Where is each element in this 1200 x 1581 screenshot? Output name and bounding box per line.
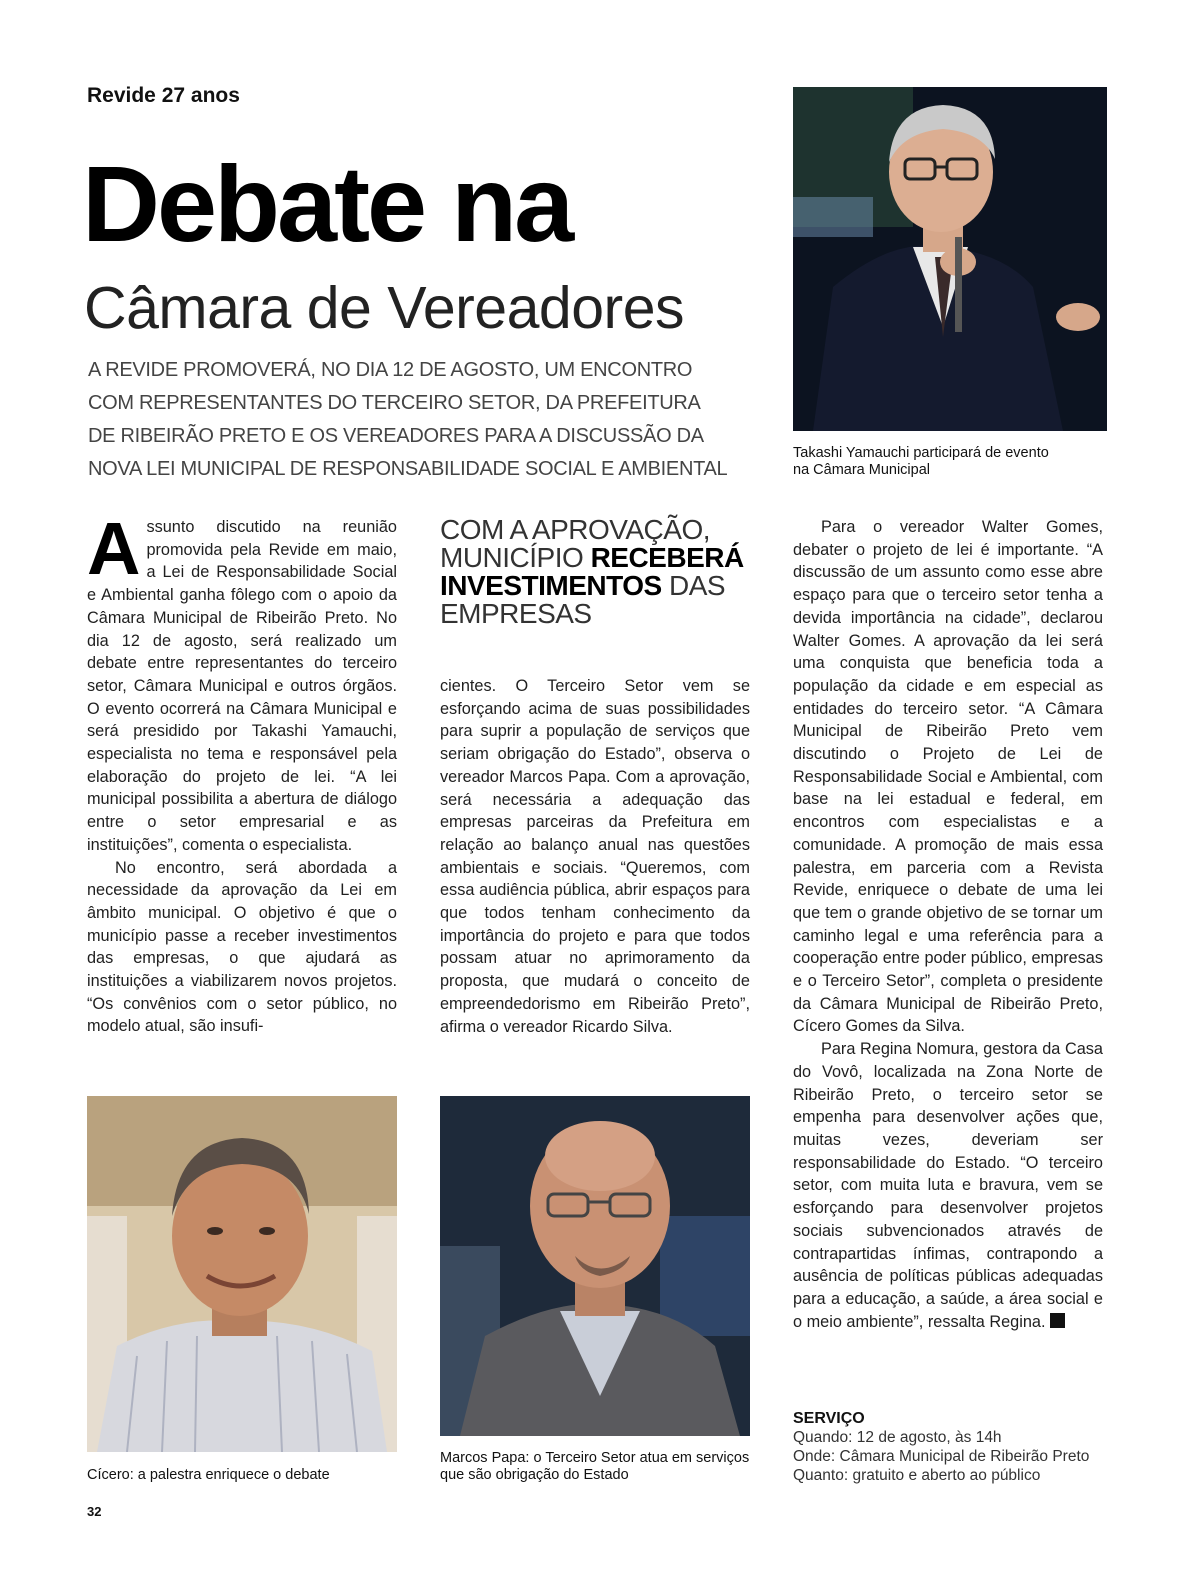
service-cost: Quanto: gratuito e aberto ao público [793,1467,1041,1484]
paragraph [793,1038,1103,1333]
photo-takashi-illustration [793,87,1107,431]
service-when: Quando: 12 de agosto, às 14h [793,1429,1002,1446]
article-column-2 [440,675,750,1038]
article-column-1 [87,507,397,1038]
lead-paragraph: A REVIDE PROMOVERÁ, NO DIA 12 DE AGOSTO, UM ENCONTRO COM REPRESENTANTES DO TERCEIRO SETOR, DA PREFEITURA DE RIBEIRÃO PRETO E OS VEREADORES PARA A DISCUSSÃO DA NOVA LEI MUNICIPAL DE RESPONSABILIDADE SOCIAL E AMBIENTAL [88,359,728,480]
photo-marcos-papa [440,1096,750,1436]
paragraph: cientes. O Terceiro Setor vem se esforçando acima de suas possibilidades para suprir a população de serviços que seriam obrigação do Estado”, observa o vereador Marcos Papa. Com a aprovação, será necessária a adequação das empresas parceiras da Prefeitura em relação ao balanço anual nas questões ambientais e sociais. “Queremos, com essa audiência pública, abrir espaços para que todos tenham conhecimento da importância do projeto e para que todos possam atuar no aprimoramento da proposta, que mudará o conceito de empreendedorismo em Ribeirão Preto”, afirma o vereador Ricardo Silva. [440,677,750,1036]
drop-cap: A [87,507,141,590]
end-mark-icon [1050,1313,1065,1328]
service-where: Onde: Câmara Municipal de Ribeirão Preto [793,1448,1090,1465]
service-info [793,1409,1113,1485]
paragraph: No encontro, será abordada a necessidade da aprovação da Lei em âmbito municipal. O objetivo é que o município passe a receber investimentos das empresas, o que ajudará as instituições a viabilizarem novos projetos. “Os convênios com o setor público, no modelo atual, são insufi- [87,858,397,1036]
photo-cicero-illustration [87,1096,397,1452]
photo-cicero [87,1096,397,1452]
section-kicker: Revide 27 anos [87,84,240,107]
paragraph-text: ssunto discutido na reunião promovida pela Revide em maio, a Lei de Responsabilidade Social e Ambiental ganha fôlego com o apoio da Câmara Municipal de Ribeirão Preto. No dia 12 de agosto, será realizado um debate entre representantes do terceiro setor, Câmara Municipal e outros órgãos. O evento ocorrerá na Câmara Municipal e será presidido por Takashi Yamauchi, especialista no tema e responsável pela elaboração do projeto de lei. “A lei municipal possibilita a abertura de diálogo entre o setor empresarial e as instituições”, comenta o especialista. [87,518,397,854]
subheadline: Câmara de Vereadores [84,275,685,341]
photo-marcos-illustration [440,1096,750,1436]
paragraph [87,507,397,857]
paragraph-text: Para Regina Nomura, gestora da Casa do Vovô, localizada na Zona Norte de Ribeirão Preto, o terceiro setor se empenha para desenvolver ações que, muitas vezes, deveriam ser responsabilidade do Estado. “O terceiro setor, com muita luta e bravura, vem se esforçando para desenvolver projetos sociais subvencionados através de contrapartidas ínfimas, contrapondo a ausência de políticas públicas adequadas para a educação, a saúde, a área social e o meio ambiente”, ressalta Regina. [793,1040,1103,1331]
pull-quote-text: DAS EMPRESAS [440,570,726,629]
service-heading: SERVIÇO [793,1410,865,1427]
article-column-3 [793,516,1103,1333]
headline: Debate na [82,143,572,264]
pull-quote [440,516,760,628]
page-number: 32 [87,1504,102,1519]
pull-quote-text: COM A APROVAÇÃO, MUNICÍPIO [440,514,711,573]
caption-takashi: Takashi Yamauchi participará de evento na Câmara Municipal [793,445,1049,478]
pull-quote-emphasis: RECEBERÁ INVESTIMENTOS [440,542,744,601]
caption-marcos: Marcos Papa: o Terceiro Setor atua em serviços que são obrigação do Estado [440,1450,750,1483]
photo-takashi-yamauchi [793,87,1107,431]
paragraph: Para o vereador Walter Gomes, debater o projeto de lei é importante. “A discussão de um assunto como esse abre espaço para que o terceiro setor tenha a devida importância na cidade”, declarou Walter Gomes. A aprovação da lei será uma conquista que beneficia toda a população da cidade e em especial as entidades do terceiro setor. “A Câmara Municipal de Ribeirão Preto vem discutindo o Projeto de Lei de Responsabilidade Social e Ambiental, com base na lei estadual e federal, em encontros com especialistas e a comunidade. A promoção de mais essa palestra, em parceria com a Revista Revide, enriquece o debate de uma lei que tem o grande objetivo de se tornar um caminho legal e uma referência para a cooperação entre poder público, empresas e o Terceiro Setor”, completa o presidente da Câmara Municipal de Ribeirão Preto, Cícero Gomes da Silva. [793,518,1103,1036]
caption-cicero: Cícero: a palestra enriquece o debate [87,1467,330,1483]
